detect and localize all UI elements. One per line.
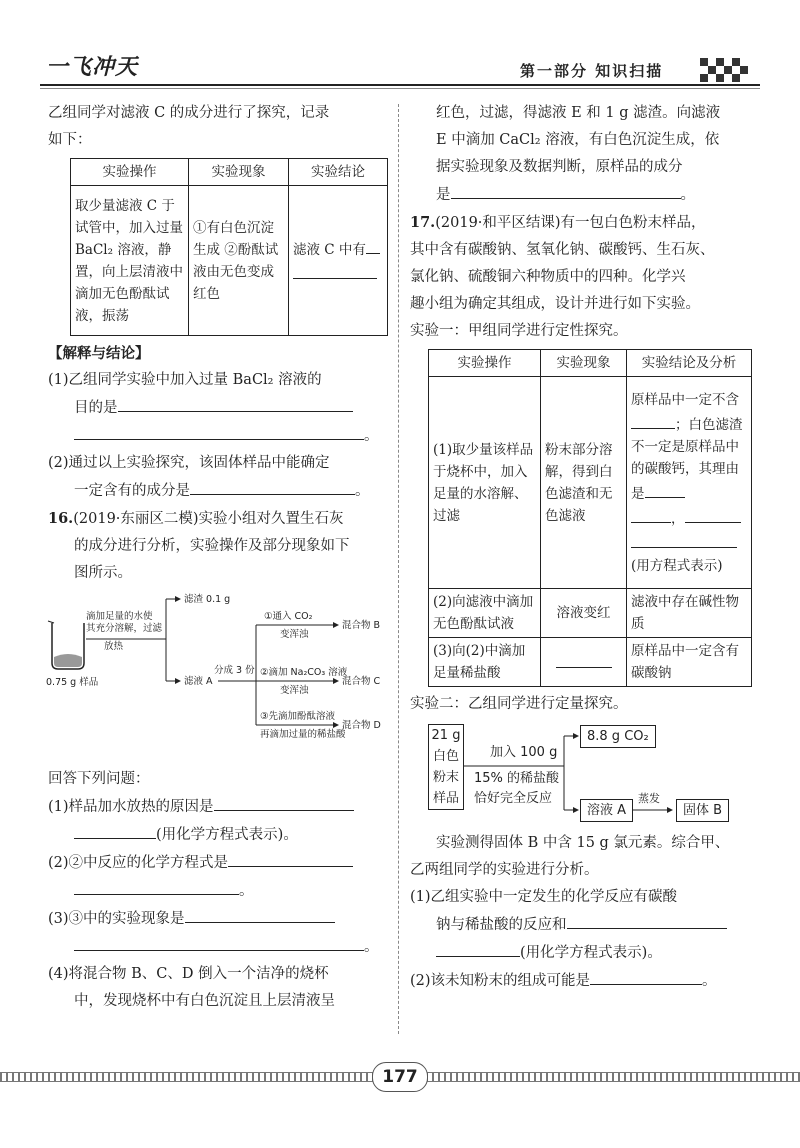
co2-box: 8.8 g CO₂ (580, 725, 656, 748)
table-header: 实验结论及分析 (627, 350, 752, 377)
c-line-2: E 中滴加 CaCl₂ 溶液，有白色沉淀生成，依 (436, 132, 720, 148)
q2-line-2: 一定含有的成分是 (74, 483, 190, 499)
table-cell-op: 取少量滤液 C 于试管中，加入过量 BaCl₂ 溶液，静置，向上层清液中滴加无色酚酞试液，振荡 (71, 186, 189, 336)
brand-logo: 一飞冲天 (46, 55, 139, 80)
mix-c-label: 混合物 C (342, 676, 381, 687)
q1-line-1: (1)乙组同学实验中加入过量 BaCl₂ 溶液的 (48, 372, 322, 388)
answer-blank[interactable] (366, 236, 380, 254)
e-line-2: 乙两组同学的实验进行分析。 (410, 862, 599, 878)
a3-line: (3)③中的实验现象是 (48, 911, 185, 927)
answer-blank[interactable] (74, 422, 364, 440)
problem-number: 17. (410, 214, 436, 231)
op3-label: ③先滴加酚酞溶液 (260, 711, 336, 722)
quantitative-diagram (410, 722, 755, 830)
q1-line-3: (用化学方程式表示)。 (520, 945, 662, 961)
answer-blank[interactable] (118, 394, 353, 412)
add-water-1: 滴加足量的水使 (86, 611, 153, 622)
answer-blank[interactable] (214, 793, 354, 811)
row1-c3: (用方程式表示) (631, 557, 723, 574)
sample-line: 粉末 (432, 770, 459, 785)
evaporate-label: 蒸发 (638, 792, 660, 805)
checker-decoration (700, 58, 748, 82)
row2-phen: 溶液变红 (541, 589, 627, 638)
intro-line-1: 乙组同学对滤液 C 的成分进行了探究，记录 (48, 105, 330, 121)
answer-blank[interactable] (185, 905, 335, 923)
problem-number: 16. (48, 510, 74, 527)
add-3: 恰好完全反应 (474, 791, 553, 806)
op2-label: ②滴加 Na₂CO₃ 溶液 (260, 667, 348, 678)
header-rule-thin (40, 88, 760, 89)
answer-blank[interactable] (228, 849, 353, 867)
q1-line-2: 钠与稀盐酸的反应和 (436, 917, 567, 933)
p17-line-1: (2019·和平区结课)有一包白色粉末样品， (435, 215, 706, 231)
add-1: 加入 100 g (490, 745, 558, 760)
sample-line: 21 g (431, 728, 461, 743)
answer-blank[interactable] (556, 650, 612, 668)
answer-blank[interactable] (631, 530, 737, 548)
c-line-3: 据实验现象及数据判断，原样品的成分 (436, 159, 683, 175)
mix-d-label: 混合物 D (342, 720, 381, 731)
column-divider (398, 104, 399, 1034)
answer-blank[interactable] (645, 480, 685, 498)
answer-blank[interactable] (74, 933, 364, 951)
filtrate-a-label: 滤液 A (184, 676, 213, 687)
q2-line: (2)该未知粉末的组成可能是 (410, 973, 591, 989)
a1-line-2: (用化学方程式表示)。 (156, 827, 298, 843)
answer-blank[interactable] (685, 505, 741, 523)
answer-blank[interactable] (590, 967, 702, 985)
c-line-1: 红色，过滤，得滤液 E 和 1 g 滤渣。向滤液 (436, 105, 721, 121)
p17-line-2: 其中含有碳酸钠、氢氧化钠、碳酸钙、生石灰、 (410, 242, 715, 258)
p16-line-3: 图所示。 (74, 565, 132, 581)
header-rule (40, 84, 760, 86)
page-number: 177 (372, 1062, 428, 1092)
answer-blank[interactable] (293, 261, 377, 279)
table-header: 实验现象 (189, 159, 289, 186)
answer-blank[interactable] (74, 821, 156, 839)
q1-line-1: (1)乙组实验中一定发生的化学反应有碳酸 (410, 889, 678, 905)
table-cell-phen: ①有白色沉淀生成 ②酚酞试液由无色变成红色 (189, 186, 289, 336)
e-line-1: 实验测得固体 B 中含 15 g 氯元素。综合甲、 (436, 835, 730, 851)
answer-blank[interactable] (190, 477, 355, 495)
exp2-title: 实验二：乙组同学进行定量探究。 (410, 696, 628, 712)
table-cell-concl (289, 186, 388, 336)
answer-blank[interactable] (631, 411, 675, 429)
table-header: 实验操作 (429, 350, 541, 377)
a1-line-1: (1)样品加水放热的原因是 (48, 799, 214, 815)
heat-label: 放热 (104, 641, 124, 652)
right-column: 红色，过滤，得滤液 E 和 1 g 滤渣。向滤液 E 中滴加 CaCl₂ 溶液，有白色沉淀生成，依 据实验现象及数据判断，原样品的成分 是 。 17.(2019·和平区结课)有一包白色粉末样品， 其中含有碳酸钠、氢氧化钠、碳酸钙、生石灰、 氯化钠、硫酸铜六种物质中的四种。化学兴 趣小组为确定其组成，设计并进行如下实验。 实验一：甲组同学进行定性探究。 实验操作 实验现象 实验结论及分析 (1)取少量该样品于烧杯中，加入足量的水溶解、过滤 粉末部分溶解，得到白色滤渣和无色滤液 原样品中一定不含；白色滤渣不一定是原样品中的碳酸钙，其理由是 ， (用方程式表示) (2)向滤液中滴加无色酚酞试液 溶液变红 滤液中存在碱性物质 (3)向(2)中滴加足量稀盐酸 原样品中一定含有碳酸钠 实验二：乙组同学进行定量探究。 21 g 白色 粉末 样品 加入 100 g 15% 的稀盐酸 恰好完全反应 8.8 g CO₂ 溶液 A 蒸发 固体 B 实验测得固体 B 中含 15 g 氯元素。综合甲、 乙两组同学的实验进行分析。 (1)乙组实验中一定发生的化学反应有碳酸 钠与稀盐酸的反应和 (用化学方程式表示)。 (2)该未知粉末的组成可能是 。 (410, 100, 755, 995)
sample-line: 白色 (432, 749, 459, 764)
row2-conclusion: 滤液中存在碱性物质 (627, 589, 752, 638)
row3-op: (3)向(2)中滴加足量稀盐酸 (429, 638, 541, 687)
residue-label: 滤渣 0.1 g (184, 594, 231, 605)
q1-line-2: 目的是 (74, 400, 118, 416)
op2b-label: 变浑浊 (280, 685, 309, 696)
solid-b-box: 固体 B (676, 799, 729, 822)
q2-line-1: (2)通过以上实验探究，该固体样品中能确定 (48, 455, 330, 471)
row2-op: (2)向滤液中滴加无色酚酞试液 (429, 589, 541, 638)
table-header: 实验结论 (289, 159, 388, 186)
answer-blank[interactable] (567, 911, 727, 929)
p16-line-2: 的成分进行分析，实验操作及部分现象如下 (74, 538, 350, 554)
solution-a-box: 溶液 A (580, 799, 633, 822)
left-column: 乙组同学对滤液 C 的成分进行了探究，记录 如下： 实验操作 实验现象 实验结论 取少量滤液 C 于试管中，加入过量 BaCl₂ 溶液，静置，向上层清液中滴加无色酚酞试液，振荡 ①有白色沉淀生成 ②酚酞试液由无色变成红色 滤液 C 中有 【解释与结论】 (1)乙组同学实验中加入过量 BaCl₂ 溶液的 目的是 。 (2)通过以上实验探究，该固体样品中能确定 一定含有的成分是 。 16.(2019·东丽区二模)实验小组对久置生石灰 的成分进行分析，实验操作及部分现象如下 图所示。 0.75 g 样品 滴加足量的水使 其充分溶解，过滤 放热 滤渣 0.1 g 滤液 A 分成 3 份 ①通入 CO₂ 变浑浊 混合物 B ②滴加 Na₂CO₃ 溶液 变浑浊 混合物 C ③先滴加酚酞溶液 再滴加过量的稀盐酸 混合物 D 回答下列问题： (1)样品加水放热的原因是 (用化学方程式表示)。 (2)②中反应的化学方程式是 。 (3)③中的实验现象是 。 (4)将混合物 B、C、D 倒入一个洁净的烧杯 中，发现烧杯中有白色沉淀且上层清液呈 (48, 100, 393, 1015)
p17-line-4: 趣小组为确定其组成，设计并进行如下实验。 (410, 296, 700, 312)
answer-blank[interactable] (436, 939, 520, 957)
p16-line-1: (2019·东丽区二模)实验小组对久置生石灰 (73, 511, 344, 527)
row1-c1: 原样品中一定不含 (631, 391, 739, 408)
sample-label: 0.75 g 样品 (46, 677, 99, 688)
table-header: 实验操作 (71, 159, 189, 186)
section-title: 第一部分 知识扫描 (520, 62, 664, 80)
filtrate-c-table (70, 158, 388, 336)
row1-conclusion: 原样品中一定不含；白色滤渣不一定是原样品中的碳酸钙，其理由是 ， (用方程式表示) (627, 377, 752, 589)
a4-line-1: (4)将混合物 B、C、D 倒入一个洁净的烧杯 (48, 966, 329, 982)
section-title: 【解释与结论】 (48, 345, 150, 362)
sample-line: 样品 (432, 791, 459, 806)
experiment-diagram (42, 591, 392, 756)
row3-phen (541, 638, 627, 687)
add-2: 15% 的稀盐酸 (474, 771, 560, 786)
exp1-title: 实验一：甲组同学进行定性探究。 (410, 323, 628, 339)
row3-conclusion: 原样品中一定含有碳酸钠 (627, 638, 752, 687)
answer-blank[interactable] (74, 877, 239, 895)
conclusion-text: 滤液 C 中有 (293, 241, 366, 258)
op1b-label: 变浑浊 (280, 629, 309, 640)
answer-blank[interactable] (631, 505, 671, 523)
intro-line-2: 如下： (48, 132, 92, 148)
p17-line-3: 氯化钠、硫酸铜六种物质中的四种。化学兴 (410, 269, 686, 285)
answer-blank[interactable] (451, 181, 681, 199)
qualitative-table (428, 349, 752, 687)
row1-c2: ；白色滤渣不一定是原样品中的碳酸钙，其理由是 (631, 416, 743, 502)
op1-label: ①通入 CO₂ (264, 611, 313, 622)
split-label: 分成 3 份 (214, 665, 255, 676)
table-header: 实验现象 (541, 350, 627, 377)
a2-line: (2)②中反应的化学方程式是 (48, 855, 229, 871)
mix-b-label: 混合物 B (342, 620, 381, 631)
c-line-4: 是 (436, 187, 451, 203)
a4-line-2: 中，发现烧杯中有白色沉淀且上层清液呈 (74, 993, 335, 1009)
add-water-2: 其充分溶解，过滤 (86, 623, 163, 634)
row1-op: (1)取少量该样品于烧杯中，加入足量的水溶解、过滤 (429, 377, 541, 589)
row1-phen: 粉末部分溶解，得到白色滤渣和无色滤液 (541, 377, 627, 589)
answer-intro: 回答下列问题： (48, 771, 150, 787)
op3b-label: 再滴加过量的稀盐酸 (260, 729, 346, 740)
